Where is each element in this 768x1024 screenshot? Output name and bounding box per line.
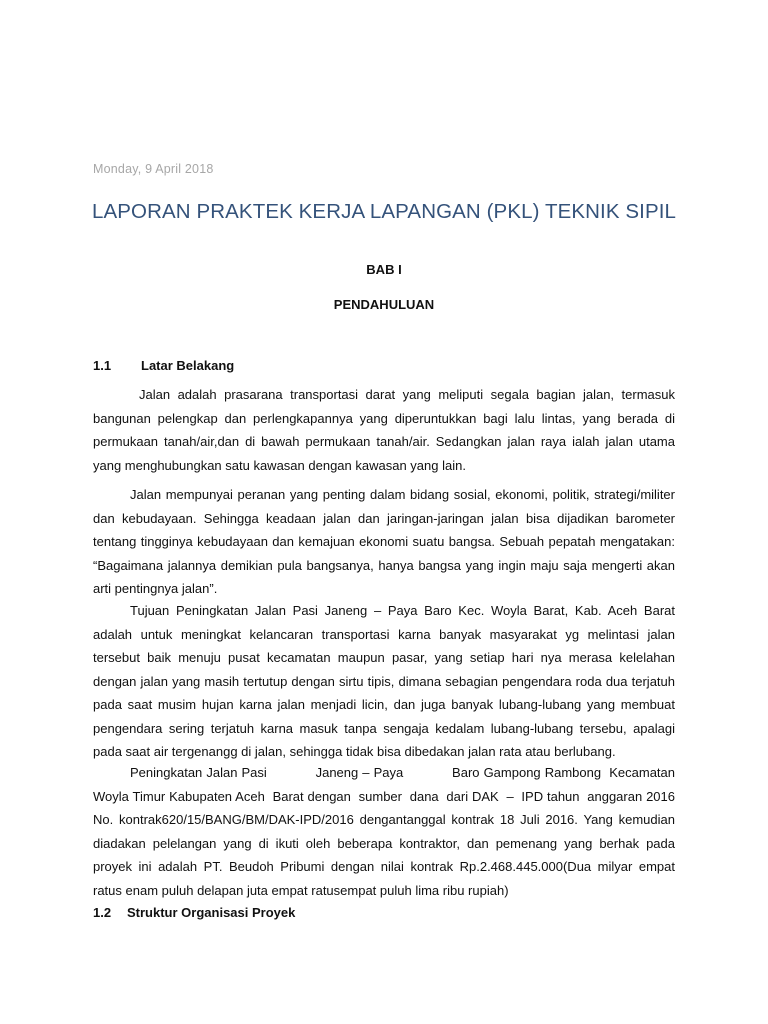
section-heading-1-1 — [93, 358, 234, 373]
section-label: Latar Belakang — [141, 358, 235, 373]
section-heading-1-2 — [93, 905, 295, 920]
chapter-title: PENDAHULUAN — [333, 297, 435, 312]
section-number: 1.2 — [93, 905, 112, 920]
paragraph-2: Jalan mempunyai peranan yang penting dalam bidang sosial, ekonomi, politik, strategi/militer dan kebudayaan. Sehingga keadaan jalan dan jaringan-jaringan jalan bisa dijadikan barometer tentang tingginya kebudayaan dan kemajuan ekonomi suatu bangsa. Sebuah pepatah mengatakan: “Bagaimana jalannya demikian pula bangsanya, hanya bangsa yang ingin maju saja mengerti akan arti pentingnya jalan”. — [93, 487, 675, 596]
page-title: LAPORAN PRAKTEK KERJA LAPANGAN (PKL) TEKNIK SIPIL — [92, 200, 677, 223]
paragraph-4: Peningkatan Jalan Pasi Janeng – Paya Baro Gampong Rambong Kecamatan Woyla Timur Kabupaten Aceh Barat dengan sumber dana dari DAK – IPD tahun anggaran 2016 No. kontrak620/15/BANG/BM/DAK-IPD/2016 dengantanggal kontrak 18 Juli 2016. Yang kemudian diadakan pelelangan yang di ikuti oleh beberapa kontraktor, dan pemenang yang berhak pada proyek ini adalah PT. Beudoh Pribumi dengan nilai kontrak Rp.2.468.445.000(Dua milyar empat ratus enam puluh delapan juta empat ratusempat puluh lima ribu rupiah) — [93, 765, 679, 898]
chapter-heading: BAB I — [366, 262, 402, 277]
post-date: Monday, 9 April 2018 — [93, 162, 214, 176]
section-label: Struktur Organisasi Proyek — [127, 905, 296, 920]
paragraph-1: Jalan adalah prasarana transportasi darat yang meliputi segala bagian jalan, termasuk bangunan pelengkap dan perlengkapannya yang diperuntukkan bagi lalu lintas, yang berada di permukaan tanah/air,dan di bawah permukaan tanah/air. Sedangkan jalan raya ialah jalan utama yang menghubungkan satu kawasan dengan kawasan yang lain. — [93, 387, 675, 473]
section-number: 1.1 — [93, 358, 112, 373]
paragraph-3: Tujuan Peningkatan Jalan Pasi Janeng – Paya Baro Kec. Woyla Barat, Kab. Aceh Barat adalah untuk meningkat kelancaran transportasi karna banyak masyarakat yg melintasi jalan tersebut baik menuju pusat kecamatan maupun pasar, yang setiap hari nya merasa kelelahan dengan jalan yang masih tertutup dengan sirtu tipis, dimana sebagian pengendara roda dua terjatuh pada saat musim hujan karna jalan menjadi licin, dan juga banyak lubang-lubang yang membuat pengendara sering terjatuh karna masuk tanpa sengaja kedalam lubang-lubang tersebu, apalagi pada saat air tergenangg di jalan, sehingga tidak bisa dibedakan jalan rata atau berlubang. — [93, 603, 675, 759]
